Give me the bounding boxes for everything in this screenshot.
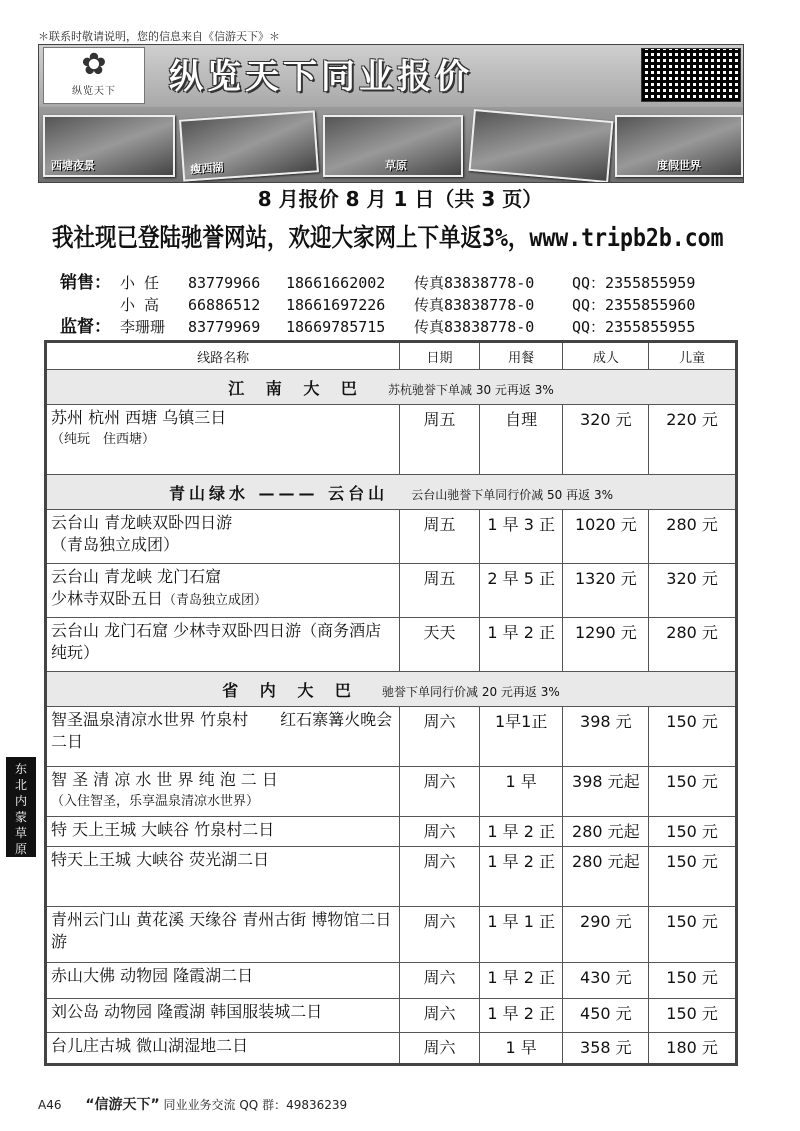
route-sub-note: （青岛独立成团） [163, 593, 268, 608]
page-number: A46 [38, 1098, 62, 1112]
section-cell [46, 672, 737, 707]
adult-price: 430 元 [563, 963, 649, 999]
child-price: 180 元 [649, 1033, 737, 1065]
photo-resort [615, 115, 743, 177]
route-name: 苏州 杭州 西塘 乌镇三日 [51, 408, 227, 427]
date-cell: 周六 [400, 847, 480, 907]
adult-price: 398 元 [563, 707, 649, 767]
photo-caption: 草原 [385, 159, 407, 172]
col-header-meal: 用餐 [479, 342, 563, 370]
date-cell: 周六 [400, 963, 480, 999]
adult-price: 1290 元 [563, 618, 649, 672]
route-cell [46, 618, 400, 672]
route-cell [46, 707, 400, 767]
adult-price: 1320 元 [563, 564, 649, 618]
adult-price: 280 元起 [563, 817, 649, 847]
date-cell: 周六 [400, 767, 480, 817]
contact-fax: 传真83838778-0 [414, 274, 535, 292]
section-header [46, 370, 737, 405]
adult-price: 1020 元 [563, 510, 649, 564]
contact-label: 销售： [60, 273, 111, 293]
route-sub: （入住智圣，乐享温泉清凉水世界） [51, 794, 260, 809]
price-table [44, 340, 738, 1066]
date-cell: 天天 [400, 618, 480, 672]
route-name: 特天上王城 大峡谷 荧光湖二日 [51, 850, 270, 869]
contact-phone: 83779969 [188, 318, 261, 336]
table-row [46, 564, 737, 618]
child-price: 280 元 [649, 618, 737, 672]
date-cell: 周五 [400, 564, 480, 618]
date-cell: 周五 [400, 405, 480, 475]
meal-cell: 1早1正 [479, 707, 563, 767]
photo-caption: 度假世界 [657, 159, 701, 172]
section-title: 江 南 大 巴 [228, 378, 365, 398]
contact-qq: QQ：2355855959 [572, 274, 696, 292]
section-cell [46, 475, 737, 510]
route-name: 智圣温泉清凉水世界 竹泉村 红石寨篝火晚会二日 [51, 710, 393, 751]
meal-cell: 1 早 2 正 [479, 817, 563, 847]
qr-code-icon [641, 48, 741, 102]
logo [43, 47, 145, 104]
route-sub: （纯玩 住西塘） [51, 432, 156, 447]
adult-price: 450 元 [563, 999, 649, 1033]
adult-price: 320 元 [563, 405, 649, 475]
meal-cell: 1 早 [479, 1033, 563, 1065]
adult-price: 280 元起 [563, 847, 649, 907]
price-heading: 8 月报价 8 月 1 日（共 3 页） [257, 187, 543, 211]
route-cell [46, 767, 400, 817]
contact-fax: 传真83838778-0 [414, 296, 535, 314]
logo-text: 纵览天下 [72, 86, 116, 97]
section-note: 苏杭驰誉下单减 30 元再返 3% [388, 382, 554, 397]
table-row [46, 963, 737, 999]
child-price: 150 元 [649, 999, 737, 1033]
route-cell [46, 564, 400, 618]
route-name: 赤山大佛 动物园 隆霞湖二日 [51, 966, 254, 985]
contact-phone: 83779966 [188, 274, 261, 292]
section-header [46, 672, 737, 707]
child-price: 150 元 [649, 817, 737, 847]
route-cell [46, 817, 400, 847]
route-name: 云台山 青龙峡 龙门石窟 [51, 567, 222, 586]
route-cell [46, 963, 400, 999]
section-note: 云台山驰誉下单同行价减 50 再返 3% [411, 487, 613, 502]
child-price: 150 元 [649, 963, 737, 999]
contact-name: 小 任 [120, 274, 160, 292]
website-notice: 我社现已登陆驰誉网站，欢迎大家网上下单返3%，www.tripb2b.com [52, 223, 724, 252]
table-row [46, 707, 737, 767]
meal-cell: 1 早 2 正 [479, 618, 563, 672]
child-price: 220 元 [649, 405, 737, 475]
col-header-route: 线路名称 [46, 342, 400, 370]
contact-mobile: 18661662002 [286, 274, 386, 292]
meal-cell: 1 早 3 正 [479, 510, 563, 564]
contact-label: 监督： [60, 317, 111, 337]
route-cell [46, 847, 400, 907]
route-cell [46, 510, 400, 564]
child-price: 150 元 [649, 767, 737, 817]
meal-cell: 1 早 2 正 [479, 847, 563, 907]
contact-qq: QQ：2355855960 [572, 296, 696, 314]
adult-price: 290 元 [563, 907, 649, 963]
meal-cell: 1 早 1 正 [479, 907, 563, 963]
route-sub-main: 少林寺双卧五日 [51, 589, 164, 608]
flower-logo-icon: ✿ [81, 47, 107, 82]
meal-cell: 1 早 [479, 767, 563, 817]
contact-mobile: 18661697226 [286, 296, 386, 314]
col-header-adult: 成人 [563, 342, 649, 370]
side-tab: 东 北 内 蒙 草 原 [6, 757, 36, 857]
meal-cell: 1 早 2 正 [479, 963, 563, 999]
col-header-child: 儿童 [649, 342, 737, 370]
table-row [46, 405, 737, 475]
section-note: 驰誉下单同行价减 20 元再返 3% [382, 684, 560, 699]
child-price: 150 元 [649, 707, 737, 767]
meal-cell: 1 早 2 正 [479, 999, 563, 1033]
top-note: ＊联系时敬请说明，您的信息来自《信游天下》＊ [38, 30, 280, 43]
route-name: 特 天上王城 大峡谷 竹泉村二日 [51, 820, 275, 839]
adult-price: 398 元起 [563, 767, 649, 817]
table-row [46, 817, 737, 847]
photo-caption: 西塘夜景 [51, 159, 95, 172]
date-cell: 周六 [400, 1033, 480, 1065]
footer-text: 同业业务交流 QQ 群：49836239 [163, 1098, 348, 1112]
table-row [46, 999, 737, 1033]
contact-name: 小 高 [120, 296, 160, 314]
route-name: 智 圣 清 凉 水 世 界 纯 泡 二 日 [51, 770, 278, 789]
table-header-row [46, 342, 737, 370]
adult-price: 358 元 [563, 1033, 649, 1065]
footer-brand: “信游天下” [85, 1097, 160, 1113]
section-cell [46, 370, 737, 405]
photo-west-lake [43, 115, 175, 177]
route-name: 台儿庄古城 微山湖湿地二日 [51, 1036, 249, 1055]
route-cell [46, 907, 400, 963]
date-cell: 周六 [400, 907, 480, 963]
route-name: 云台山 龙门石窟 少林寺双卧四日游（商务酒店 纯玩） [51, 621, 398, 662]
contact-phone: 66886512 [188, 296, 261, 314]
banner-title: 纵览天下同业报价 [169, 57, 473, 97]
photo-caption: 瘦西湖 [190, 160, 224, 177]
child-price: 320 元 [649, 564, 737, 618]
col-header-date: 日期 [400, 342, 480, 370]
table-row [46, 767, 737, 817]
photo-slender-lake [179, 110, 319, 181]
contact-qq: QQ：2355855955 [572, 318, 696, 336]
table-row [46, 1033, 737, 1065]
contact-mobile: 18669785715 [286, 318, 386, 336]
table-row [46, 847, 737, 907]
route-sub: （青岛独立成团） [51, 535, 180, 554]
header-banner [38, 44, 744, 183]
section-header [46, 475, 737, 510]
route-name: 云台山 青龙峡双卧四日游 [51, 513, 233, 532]
photo-grassland [323, 115, 463, 177]
table-row [46, 510, 737, 564]
route-cell [46, 405, 400, 475]
route-cell [46, 1033, 400, 1065]
section-title: 省 内 大 巴 [222, 680, 359, 700]
contact-name: 李珊珊 [120, 318, 166, 336]
date-cell: 周六 [400, 999, 480, 1033]
child-price: 280 元 [649, 510, 737, 564]
meal-cell: 自理 [479, 405, 563, 475]
meal-cell: 2 早 5 正 [479, 564, 563, 618]
table-row [46, 907, 737, 963]
date-cell: 周六 [400, 707, 480, 767]
child-price: 150 元 [649, 847, 737, 907]
footer [38, 1094, 347, 1114]
date-cell: 周五 [400, 510, 480, 564]
route-name: 青州云门山 黄花溪 天缘谷 青州古街 博物馆二日游 [51, 910, 392, 951]
route-sub [51, 588, 395, 612]
contact-fax: 传真83838778-0 [414, 318, 535, 336]
child-price: 150 元 [649, 907, 737, 963]
route-cell [46, 999, 400, 1033]
table-row [46, 618, 737, 672]
route-name: 刘公岛 动物园 隆霞湖 韩国服装城二日 [51, 1002, 323, 1021]
date-cell: 周六 [400, 817, 480, 847]
section-title: 青山绿水 ——— 云台山 [168, 483, 389, 503]
photo-town [469, 109, 614, 183]
